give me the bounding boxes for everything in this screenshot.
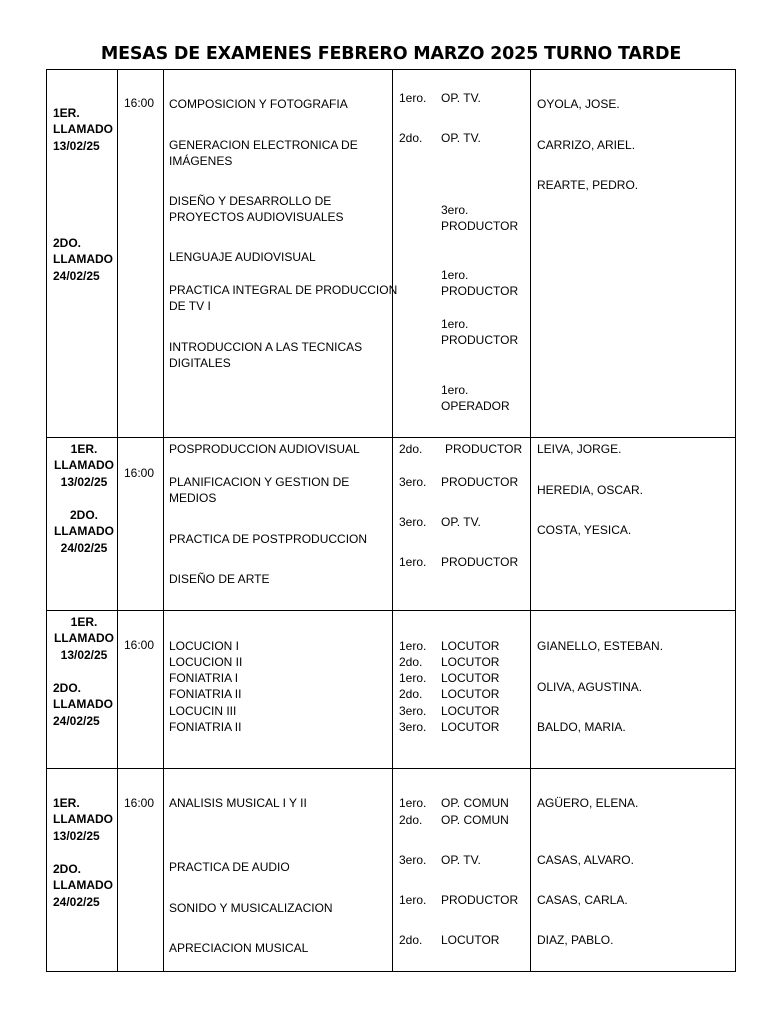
row-divider bbox=[46, 437, 736, 438]
course-year: 1ero. bbox=[399, 91, 427, 105]
page-title: MESAS DE EXAMENES FEBRERO MARZO 2025 TURNO TARDE bbox=[100, 44, 682, 64]
subject: INTRODUCCION A LAS TECNICAS DIGITALES bbox=[169, 340, 363, 371]
course-career: 1ero. PRODUCTOR bbox=[441, 268, 519, 299]
subject: APRECIACION MUSICAL bbox=[169, 941, 309, 955]
exam-time: 16:00 bbox=[124, 638, 155, 652]
row-divider bbox=[46, 610, 736, 611]
course-year: 2do. bbox=[399, 442, 423, 456]
course-career: LOCUTOR bbox=[441, 933, 500, 947]
teacher: COSTA, YESICA. bbox=[537, 523, 632, 537]
course-career: PRODUCTOR bbox=[441, 893, 519, 907]
course-year: 2do. bbox=[399, 933, 423, 947]
subject: FONIATRIA I bbox=[169, 671, 239, 685]
subject: FONIATRIA II bbox=[169, 687, 242, 701]
teacher: AGÜERO, ELENA. bbox=[537, 796, 639, 810]
exam-schedule-table bbox=[46, 69, 736, 972]
course-year: 1ero. bbox=[399, 671, 427, 685]
course-year: 2do. bbox=[399, 655, 423, 669]
course-career: LOCUTOR bbox=[441, 639, 500, 653]
course-year: 1ero. bbox=[399, 893, 427, 907]
course-career: 1ero. OPERADOR bbox=[441, 383, 510, 414]
subject: POSPRODUCCION AUDIOVISUAL bbox=[169, 442, 360, 456]
llamado-label: 2DO. LLAMADO 24/02/25 bbox=[53, 862, 113, 909]
llamado-label: 1ER. LLAMADO 13/02/25 bbox=[53, 796, 113, 843]
course-career: 1ero. PRODUCTOR bbox=[441, 317, 519, 348]
llamado-label: 2DO. LLAMADO 24/02/25 bbox=[53, 236, 113, 283]
course-career: LOCUTOR bbox=[441, 687, 500, 701]
course-year: 3ero. bbox=[399, 720, 427, 734]
subject: PLANIFICACION Y GESTION DE MEDIOS bbox=[169, 475, 350, 506]
course-year: 3ero. bbox=[399, 853, 427, 867]
subject: PRACTICA DE AUDIO bbox=[169, 860, 290, 874]
course-year: 1ero. bbox=[399, 796, 427, 810]
subject: ANALISIS MUSICAL I Y II bbox=[169, 796, 307, 810]
llamado-label: 1ER. LLAMADO 13/02/25 bbox=[53, 106, 113, 153]
subject: LENGUAJE AUDIOVISUAL bbox=[169, 250, 316, 264]
teacher: DIAZ, PABLO. bbox=[537, 933, 614, 947]
teacher: CASAS, ALVARO. bbox=[537, 853, 634, 867]
course-year: 1ero. bbox=[399, 639, 427, 653]
teacher: BALDO, MARIA. bbox=[537, 720, 626, 734]
llamado-label: 2DO. LLAMADO 24/02/25 bbox=[54, 508, 114, 555]
subject: PRACTICA INTEGRAL DE PRODUCCION DE TV I bbox=[169, 283, 398, 314]
subject: LOCUCION I bbox=[169, 639, 240, 653]
course-career: LOCUTOR bbox=[441, 655, 500, 669]
subject: PRACTICA DE POSTPRODUCCION bbox=[169, 532, 368, 546]
subject: GENERACION ELECTRONICA DE IMÁGENES bbox=[169, 138, 358, 169]
teacher: GIANELLO, ESTEBAN. bbox=[537, 639, 664, 653]
column-divider bbox=[117, 69, 118, 972]
course-career: PRODUCTOR bbox=[441, 475, 519, 489]
row-divider bbox=[46, 768, 736, 769]
exam-time: 16:00 bbox=[124, 466, 155, 480]
course-career: OP. TV. bbox=[441, 131, 481, 145]
course-career: OP. COMUN bbox=[441, 796, 509, 810]
subject: LOCUCION II bbox=[169, 655, 243, 669]
subject: DISEÑO DE ARTE bbox=[169, 572, 270, 586]
teacher: CASAS, CARLA. bbox=[537, 893, 628, 907]
column-divider bbox=[530, 69, 531, 972]
subject: COMPOSICION Y FOTOGRAFIA bbox=[169, 97, 348, 111]
course-career: OP. TV. bbox=[441, 91, 481, 105]
teacher: HEREDIA, OSCAR. bbox=[537, 483, 644, 497]
course-year: 3ero. bbox=[399, 515, 427, 529]
teacher: CARRIZO, ARIEL. bbox=[537, 138, 636, 152]
teacher: REARTE, PEDRO. bbox=[537, 178, 639, 192]
course-career: OP. COMUN bbox=[441, 813, 509, 827]
teacher: OYOLA, JOSE. bbox=[537, 97, 620, 111]
exam-time: 16:00 bbox=[124, 796, 155, 810]
teacher: OLIVA, AGUSTINA. bbox=[537, 680, 643, 694]
course-year: 3ero. bbox=[399, 475, 427, 489]
course-year: 3ero. bbox=[399, 704, 427, 718]
subject: DISEÑO Y DESARROLLO DE PROYECTOS AUDIOVISUALES bbox=[169, 194, 344, 225]
llamado-label: 1ER. LLAMADO 13/02/25 bbox=[54, 615, 114, 662]
course-career: LOCUTOR bbox=[441, 671, 500, 685]
subject: LOCUCIN III bbox=[169, 704, 237, 718]
course-career: PRODUCTOR bbox=[445, 442, 523, 456]
subject: SONIDO Y MUSICALIZACION bbox=[169, 901, 333, 915]
course-career: 3ero. PRODUCTOR bbox=[441, 203, 519, 234]
course-career: OP. TV. bbox=[441, 853, 481, 867]
course-career: OP. TV. bbox=[441, 515, 481, 529]
course-career: PRODUCTOR bbox=[441, 555, 519, 569]
course-career: LOCUTOR bbox=[441, 704, 500, 718]
teacher: LEIVA, JORGE. bbox=[537, 442, 622, 456]
llamado-label: 2DO. LLAMADO 24/02/25 bbox=[53, 681, 113, 728]
course-year: 1ero. bbox=[399, 555, 427, 569]
course-year: 2do. bbox=[399, 813, 423, 827]
subject: FONIATRIA II bbox=[169, 720, 242, 734]
column-divider bbox=[392, 69, 393, 972]
column-divider bbox=[163, 69, 164, 972]
course-year: 2do. bbox=[399, 687, 423, 701]
course-career: LOCUTOR bbox=[441, 720, 500, 734]
course-year: 2do. bbox=[399, 131, 423, 145]
exam-time: 16:00 bbox=[124, 96, 155, 110]
llamado-label: 1ER. LLAMADO 13/02/25 bbox=[54, 442, 114, 489]
